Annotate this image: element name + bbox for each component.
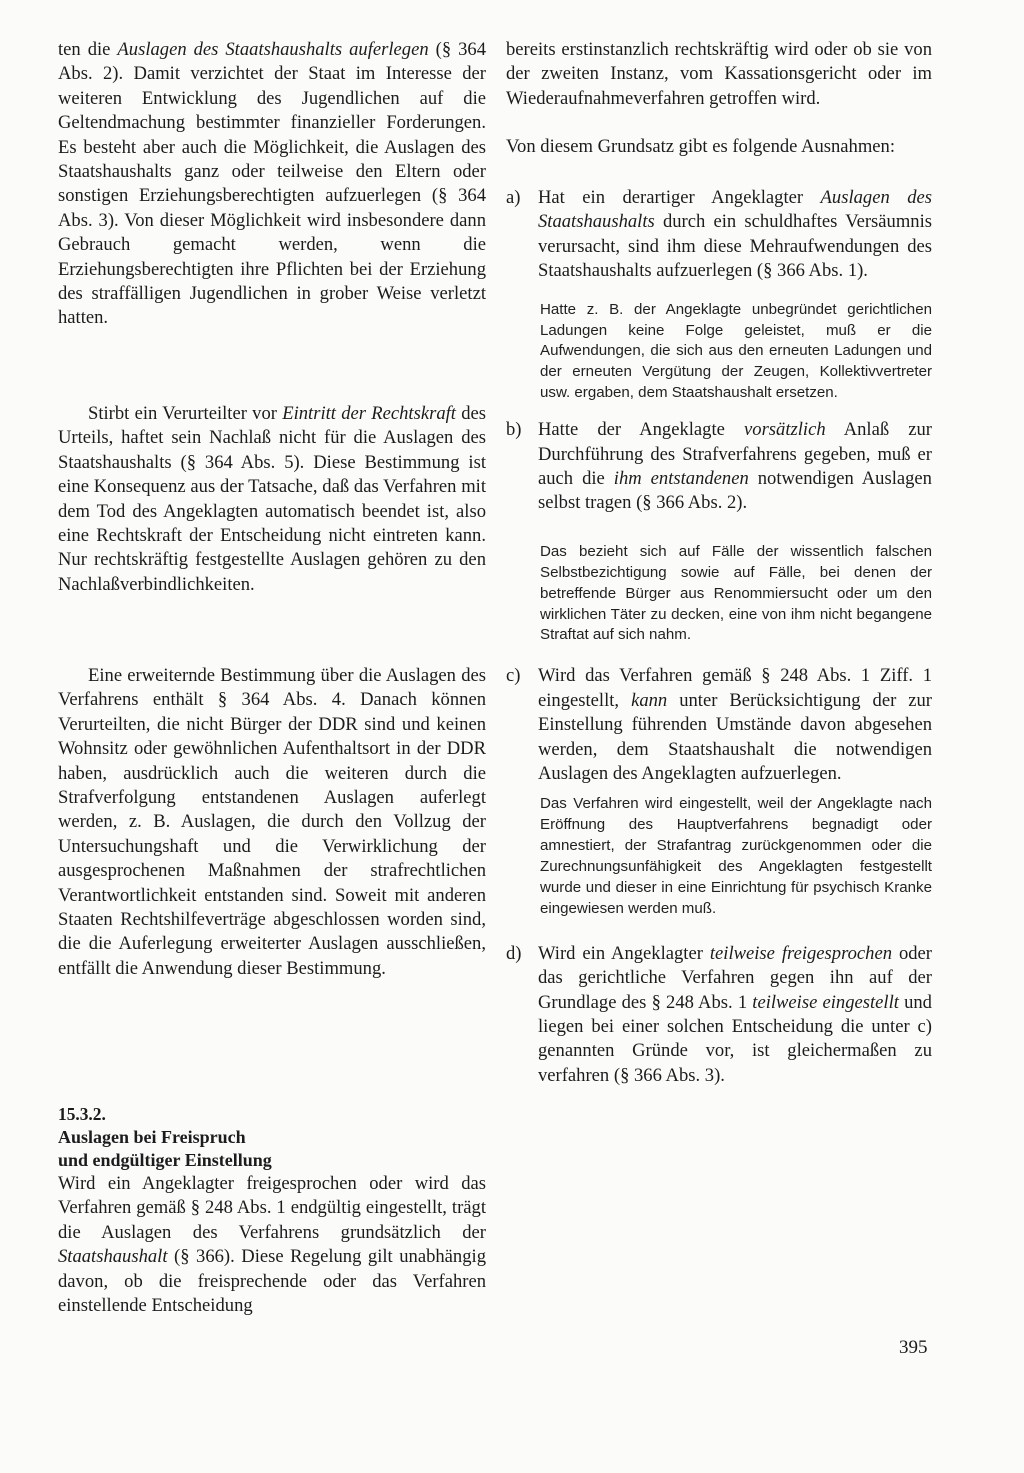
page-number: 395 — [899, 1337, 928, 1358]
list-marker: a) — [506, 187, 521, 208]
paragraph-freispruch — [58, 1172, 486, 1392]
italic-emphasis: vorsätzlich — [744, 419, 826, 441]
text-run: unter Berücksichtigung der zur Einstellung führenden Umstände davon abgesehen werden, dem Staatshaushalt die notwendigen Auslagen des Angeklagten aufzuerlegen. — [538, 689, 933, 784]
paragraph-auslagen-eltern — [58, 38, 486, 402]
italic-emphasis: Staatshaushalt — [58, 1246, 168, 1268]
italic-emphasis: ihm entstandenen — [613, 467, 749, 489]
list-item-a — [506, 186, 932, 284]
note-a: Hatte z. B. der Angeklagte unbegründet gerichtlichen Ladungen keine Folge geleistet, muß er die Aufwendungen, die sich aus den erneuten Ladungen und der erneuten Vergütung der Zeugen, Kollektivvertreter usw. ergaben, dem Staatshaushalt ersetzen. — [540, 300, 932, 402]
list-marker: d) — [506, 942, 522, 964]
text-run: Stirbt ein Verurteilter vor — [88, 403, 283, 424]
text-run: oder das gerichtliche Verfahren gegen ihn auf der Grundlage des § 248 Abs. 1 — [538, 942, 932, 1013]
paragraph-ausnahmen-intro: Von diesem Grundsatz gibt es folgende Ausnahmen: — [506, 136, 896, 157]
italic-emphasis: Auslagen des Staatshaushalts auferlegen — [117, 39, 429, 60]
note-c: Das Verfahren wird eingestellt, weil der Angeklagte nach Eröffnung des Hauptverfahrens begnadigt oder amnestiert, der Strafantrag zurückgenommen oder die Zurechnungsunfähigkeit des Angeklagten festgestellt wurde und dieser in eine Einrichtung für psychisch Kranke eingewiesen werden muß. — [540, 795, 932, 917]
text-run: des Urteils, haftet sein Nachlaß nicht für die Auslagen des Staatshaushalts (§ 364 Abs. 5). Diese Bestimmung ist eine Konsequenz aus der Tatsache, daß das Verfahren mit dem Tod des Angeklagten automatisch beendet ist, also eine Rechtskraft der Entscheidung nicht eintreten kann. Nur rechtskräftig festgestellte Auslagen gehören zu den Nachlaßverbindlichkeiten. — [58, 403, 487, 595]
text-run: ten die — [58, 39, 118, 60]
italic-emphasis: kann — [631, 689, 668, 711]
list-item-b — [506, 418, 932, 516]
italic-emphasis: Auslagen des Staatshaushalts — [538, 187, 932, 233]
text-run: Wird das Verfahren gemäß § 248 Abs. 1 Ziff. 1 eingestellt, — [538, 665, 932, 711]
text-run: und liegen bei einer solchen Entscheidung die unter c) genannten Gründe vor, ist gleichermaßen zu verfahren (§ 366 Abs. 3). — [538, 991, 932, 1086]
text-run: (§ 366). Diese Regelung gilt unabhängig davon, ob die freisprechende oder das Verfahren einstellende Entscheidung — [58, 1246, 486, 1317]
section-title-line-2: und endgültiger Einstellung — [58, 1150, 272, 1170]
text-run: Hatte der Angeklagte — [538, 419, 745, 441]
right-column — [506, 38, 932, 1088]
paragraph-erweiternde-bestimmung: Eine erweiternde Bestimmung über die Auslagen des Verfahrens enthält § 364 Abs. 4. Danach können Verurteilten, die nicht Bürger der DDR sind und keinen Wohnsitz oder gewöhnlichen Aufenthaltsort in der DDR haben, ausdrücklich auch die weiteren durch die Strafverfolgung entstandenen Auslagen auferlegt werden, z. B. Auslagen, die durch den Vollzug der Untersuchungshaft und die Verwirklichung der ausgesprochenen Maßnahmen der strafrechtlichen Verantwortlichkeit entstanden sind. Soweit mit anderen Staaten Rechtshilfeverträge abgeschlossen worden sind, die die Auferlegung erweiterter Auslagen ausschließen, entfällt die Anwendung dieser Bestimmung. — [58, 665, 486, 979]
text-run: Wird ein Angeklagter — [538, 942, 710, 964]
list-marker: b) — [506, 419, 522, 441]
italic-emphasis: teilweise eingestellt — [752, 991, 899, 1013]
note-b: Das bezieht sich auf Fälle der wissentlich falschen Selbstbezichtigung sowie auf Fälle, bei denen der betreffende Bürger aus Renommiersucht oder um den wirklichen Täter zu decken, eine von ihm nicht begangene Straftat auf sich nahm. — [540, 542, 932, 644]
section-number: 15.3.2. — [58, 1104, 106, 1124]
text-run: durch ein schuldhaftes Versäumnis verursacht, sind ihm diese Mehraufwendungen des Staatshaushalts aufzuerlegen (§ 366 Abs. 1). — [538, 211, 932, 282]
paragraph-tod-des-verurteilten — [58, 402, 486, 664]
paragraph-instanz: bereits erstinstanzlich rechtskräftig wird oder ob sie von der zweiten Instanz, vom Kassationsgericht oder im Wiederaufnahmeverfahren getroffen wird. — [506, 39, 932, 109]
text-run: Anlaß zur Durchführung des Strafverfahrens gegeben, muß er auch die — [538, 419, 932, 489]
left-column — [58, 38, 486, 1392]
list-item-c — [506, 664, 932, 786]
text-run: Wird ein Angeklagter freigesprochen oder wird das Verfahren gemäß § 248 Abs. 1 endgültig eingestellt, trägt die Auslagen des Verfahrens grundsätzlich der — [58, 1173, 486, 1243]
section-heading — [58, 1103, 486, 1172]
italic-emphasis: Eintritt der Rechtskraft — [282, 403, 456, 424]
italic-emphasis: teilweise freigesprochen — [709, 942, 893, 964]
text-run: notwendigen Auslagen selbst tragen (§ 366 Abs. 2). — [538, 467, 932, 514]
list-item-d — [506, 942, 932, 1088]
list-marker: c) — [506, 665, 521, 687]
text-run: Hat ein derartiger Angeklagter — [538, 187, 821, 208]
section-title-line-1: Auslagen bei Freispruch — [58, 1127, 246, 1147]
text-run: (§ 364 Abs. 2). Damit verzichtet der Staat im Interesse der weiteren Entwicklung des Jugendlichen auf die Geltendmachung bestimmter finanzieller Forderungen. Es besteht aber auch die Möglichkeit, die Auslagen des Staatshaushalts ganz oder teilweise den Eltern oder sonstigen Erziehungsberechtigten aufzuerlegen (§ 364 Abs. 3). Von dieser Möglichkeit wird insbesondere dann Gebrauch gemacht werden, wenn die Erziehungsberechtigten ihre Pflichten bei der Erziehung des straffälligen Jugendlichen in grober Weise verletzt hatten. — [58, 39, 486, 329]
